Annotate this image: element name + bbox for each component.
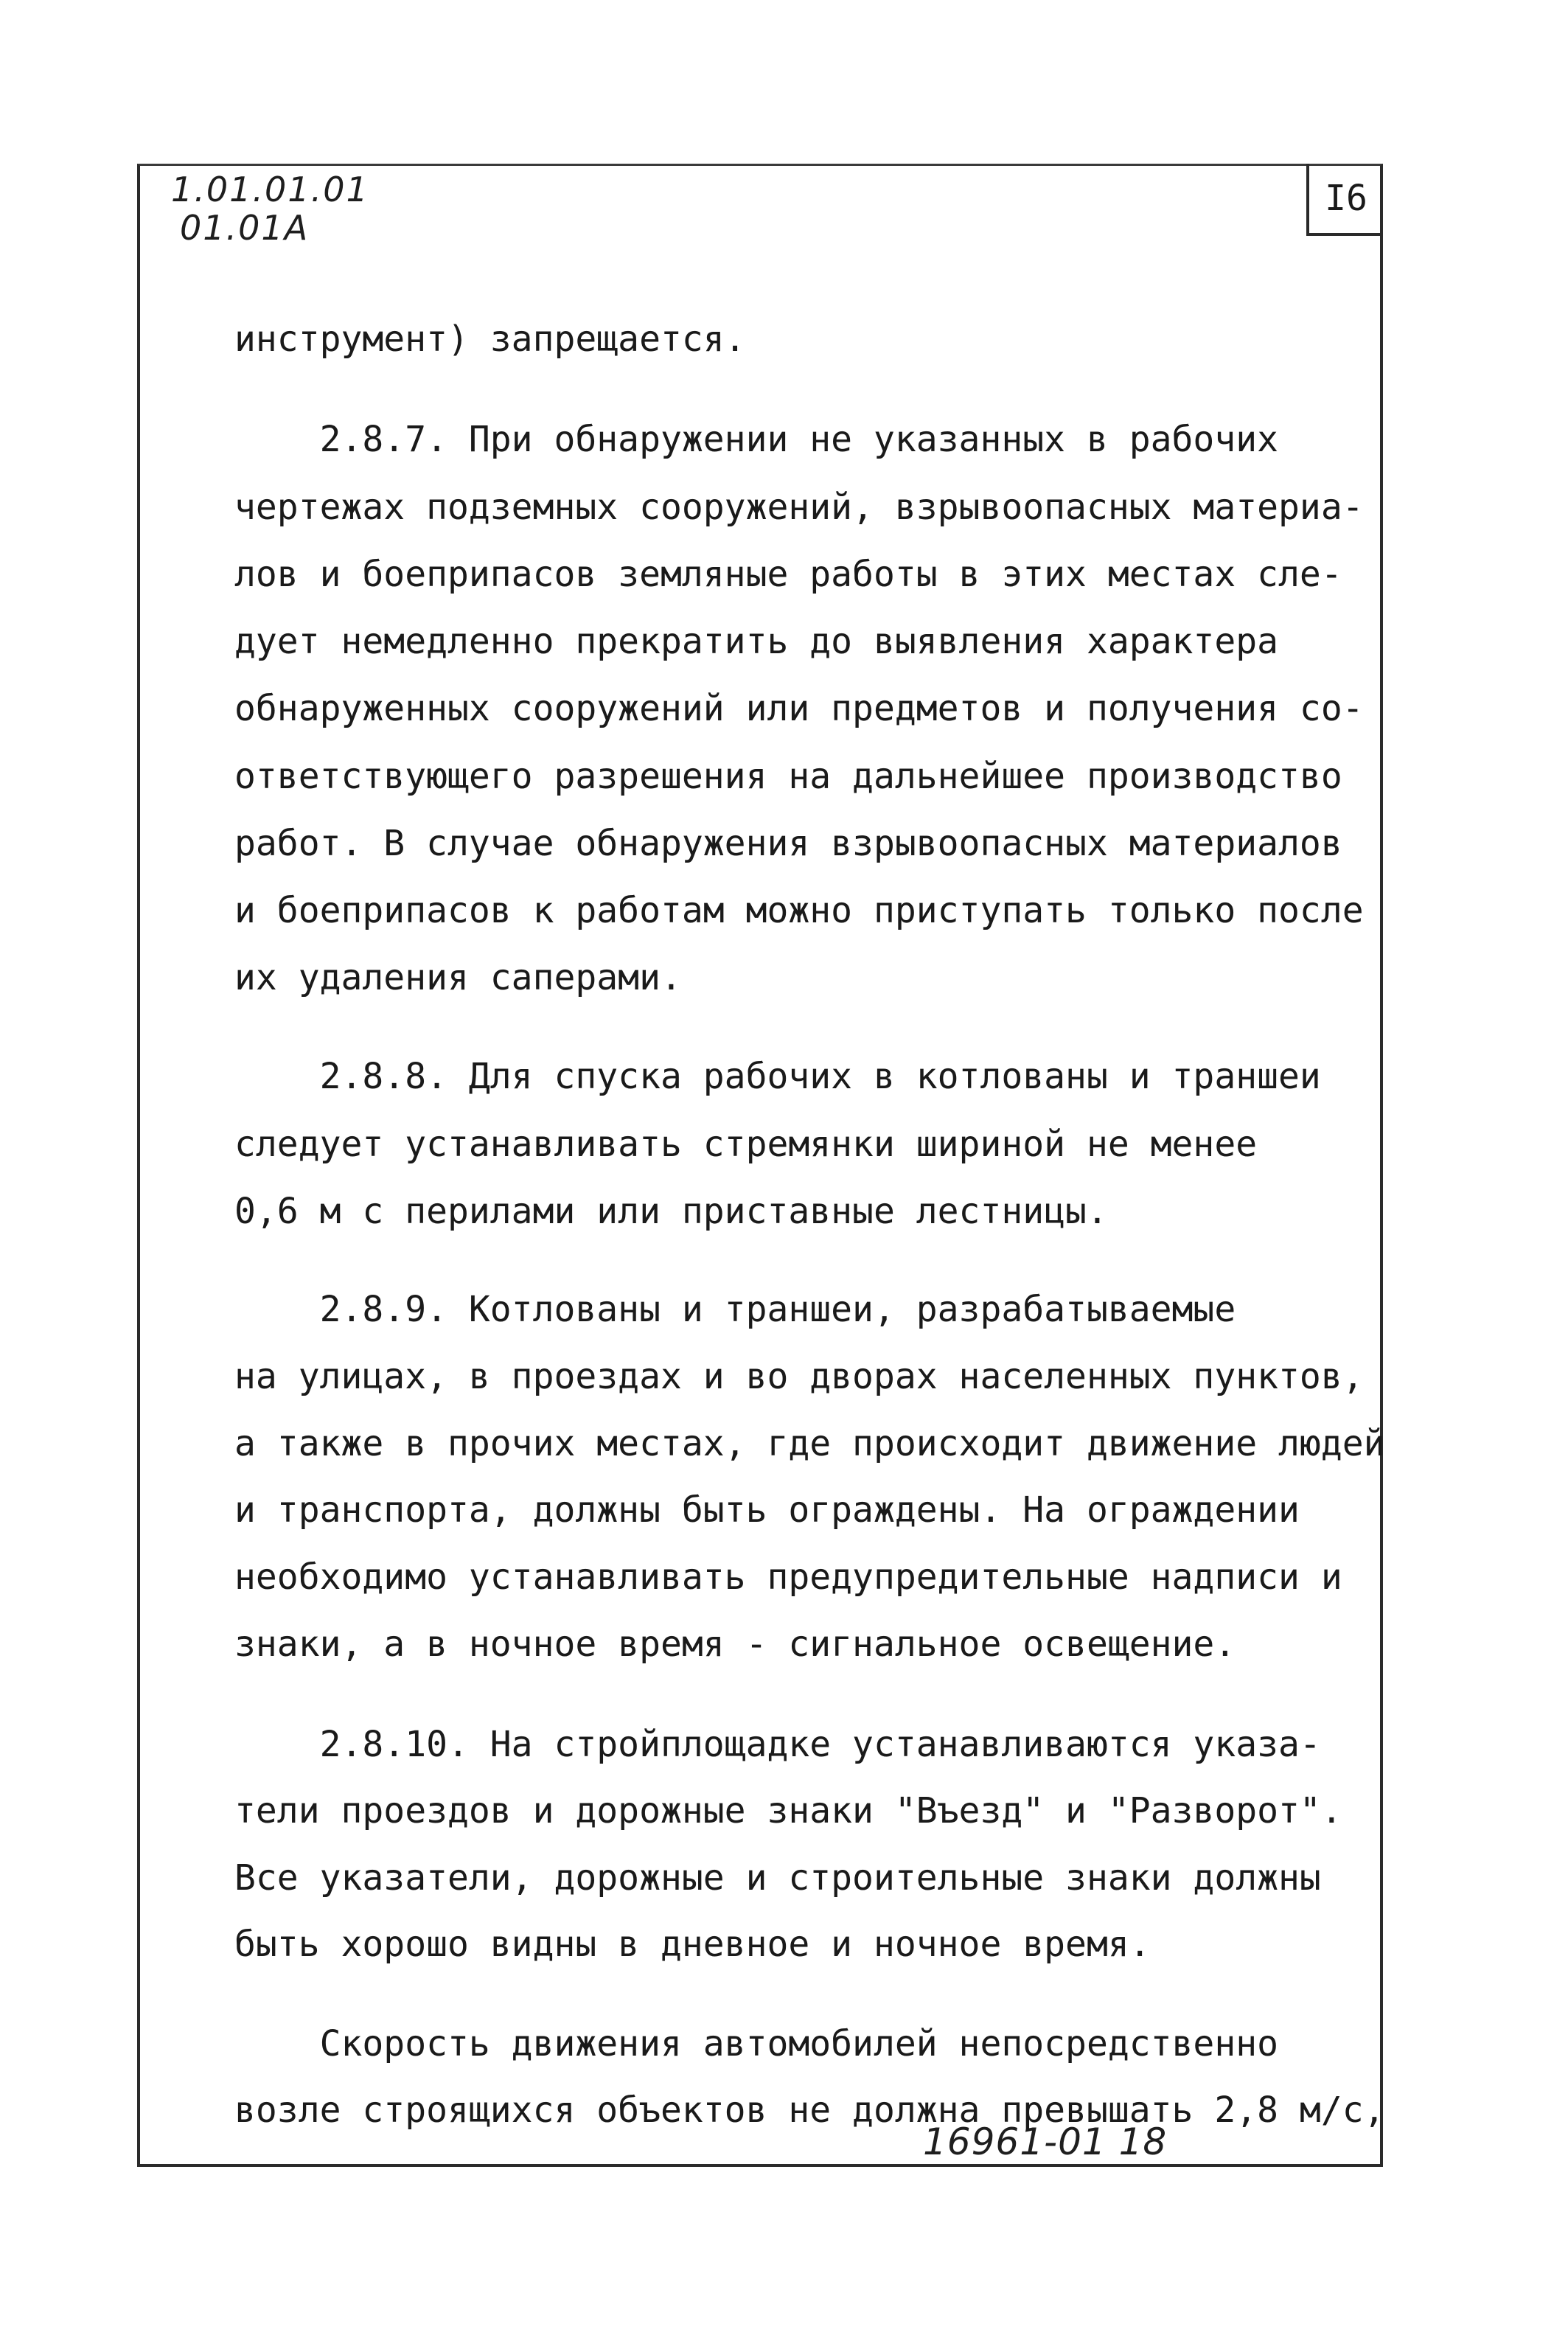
text-line: на улицах, в проездах и во дворах населенных пунктов, — [234, 1356, 1364, 1397]
text-line: ответствующего разрешения на дальнейшее производство — [234, 756, 1342, 797]
text-line: Все указатели, дорожные и строительные знаки должны — [234, 1857, 1321, 1899]
text-line: 2.8.7. При обнаружении не указанных в рабочих — [234, 419, 1279, 460]
document-code-line2: 01.01A — [180, 208, 310, 248]
text-line: следует устанавливать стремянки шириной не менее — [234, 1124, 1258, 1165]
text-line: и транспорта, должны быть ограждены. На ограждении — [234, 1489, 1300, 1531]
text-line: возле строящихся объектов не должна превышать 2,8 м/с, — [234, 2090, 1385, 2131]
text-line: 2.8.8. Для спуска рабочих в котлованы и траншеи — [234, 1056, 1321, 1097]
text-line: 2.8.10. На стройплощадке устанавливаются указа- — [234, 1724, 1321, 1765]
text-line: быть хорошо видны в дневное и ночное время. — [234, 1924, 1151, 1965]
text-line: инструмент) запрещается. — [234, 319, 746, 360]
text-line: знаки, а в ночное время - сигнальное освещение. — [234, 1624, 1236, 1665]
text-line: 0,6 м с перилами или приставные лестницы. — [234, 1191, 1108, 1232]
text-line: и боеприпасов к работам можно приступать только после — [234, 890, 1364, 931]
text-line: дует немедленно прекратить до выявления характера — [234, 621, 1279, 662]
text-line: 2.8.9. Котлованы и траншеи, разрабатываемые — [234, 1289, 1236, 1330]
text-line: их удаления саперами. — [234, 957, 682, 998]
text-line: чертежах подземных сооружений, взрывоопасных материа- — [234, 487, 1364, 528]
sheet-reference: 16961-01 18 — [923, 2120, 1168, 2163]
text-line: работ. В случае обнаружения взрывоопасных материалов — [234, 823, 1342, 864]
text-line: лов и боеприпасов земляные работы в этих местах сле- — [234, 554, 1342, 595]
document-code-line1: 1.01.01.01 — [171, 170, 369, 209]
text-line: обнаруженных сооружений или предметов и получения со- — [234, 688, 1364, 729]
page-number-box — [1306, 164, 1383, 236]
text-line: Скорость движения автомобилей непосредственно — [234, 2023, 1279, 2064]
text-line: тели проездов и дорожные знаки "Въезд" и "Разворот". — [234, 1790, 1342, 1831]
page-number: I6 — [1325, 178, 1367, 219]
text-line: необходимо устанавливать предупредительные надписи и — [234, 1556, 1342, 1598]
text-line: а также в прочих местах, где происходит движение людей — [234, 1423, 1385, 1464]
